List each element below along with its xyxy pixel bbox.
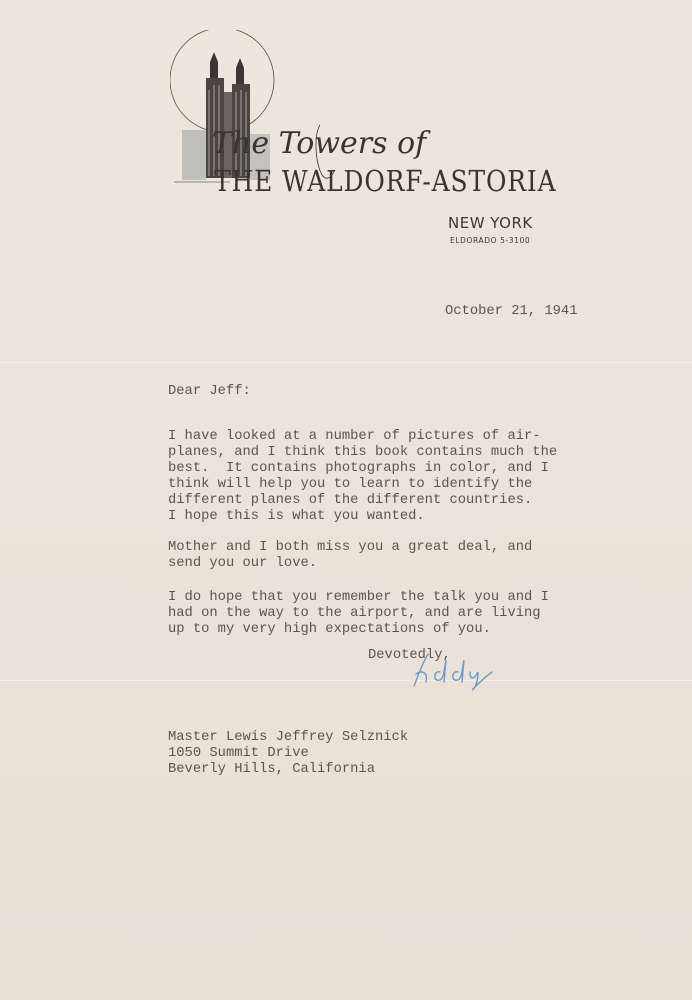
address-line: Master Lewis Jeffrey Selznick xyxy=(168,730,409,745)
letterhead-city: NEW YORK xyxy=(448,214,533,232)
body-line: up to my very high expectations of you. xyxy=(168,622,491,637)
letter-date: October 21, 1941 xyxy=(445,304,578,319)
letterhead-phone: ELDORADO 5-3100 xyxy=(450,236,531,245)
letterhead-tagline: The Towers of xyxy=(212,126,427,161)
body-line: different planes of the different countries. xyxy=(168,493,533,508)
address-line: 1050 Summit Drive xyxy=(168,746,309,761)
handwritten-signature xyxy=(410,652,500,692)
closing: Devotedly, xyxy=(368,648,451,663)
body-line: I hope this is what you wanted. xyxy=(168,509,425,524)
body-line: best. It contains photographs in color, and I xyxy=(168,461,549,476)
body-line: think will help you to learn to identify the xyxy=(168,477,533,492)
salutation: Dear Jeff: xyxy=(168,384,251,399)
fold-line xyxy=(0,362,692,363)
hotel-name: THE WALDORF-ASTORIA xyxy=(214,164,557,198)
body-line: had on the way to the airport, and are living xyxy=(168,606,541,621)
body-line: send you our love. xyxy=(168,556,318,571)
body-line: Mother and I both miss you a great deal, and xyxy=(168,540,533,555)
body-line: I do hope that you remember the talk you and I xyxy=(168,590,549,605)
body-line: I have looked at a number of pictures of air- xyxy=(168,429,541,444)
fold-line xyxy=(0,680,692,681)
body-line: planes, and I think this book contains much the xyxy=(168,445,558,460)
address-line: Beverly Hills, California xyxy=(168,762,375,777)
